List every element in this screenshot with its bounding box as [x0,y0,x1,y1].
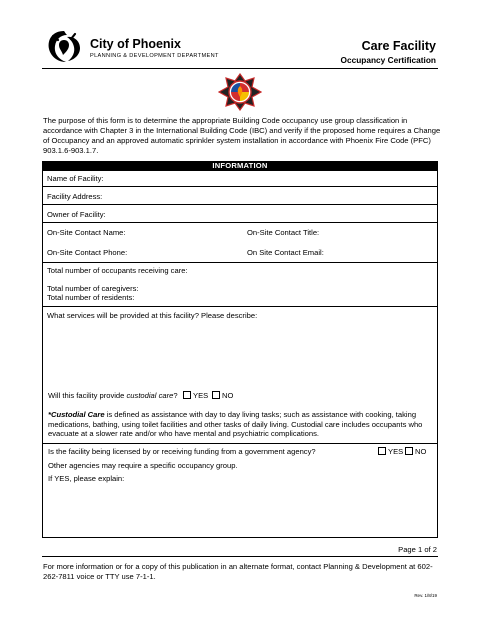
revision-date: Rev. 1/8/19 [414,593,437,598]
licensing-yes-label: YES [388,447,404,456]
caregivers-label: Total number of caregivers: [47,284,139,293]
form-section-header: INFORMATION [42,161,438,171]
document-subtitle: Occupancy Certification [340,55,436,65]
occupants-receiving-care-label: Total number of occupants receiving care: [47,266,188,275]
header-divider [42,68,438,69]
row-divider [42,222,438,223]
licensing-no-checkbox[interactable] [405,447,413,455]
row-divider [42,443,438,444]
row-divider [42,204,438,205]
row-divider [42,262,438,263]
phoenix-bird-logo-icon [44,28,84,64]
other-agencies-note: Other agencies may require a specific occupancy group. [48,461,238,470]
custodial-no-checkbox[interactable] [212,391,220,399]
custodial-care-definition: *Custodial Care is defined as assistance with day to day living tasks; such as assistance with cooking, taking medications, bathing, using toilet facilities and other tasks of daily living. Custodial care includes occupants who evacuate at a slower rate and/or who have mental and psychiatric complications. [48,410,423,439]
footer-contact-info: For more information or for a copy of this publication in an alternate format, contact Planning & Development at 602-262-7811 voice or TTY use 7-1-1. [43,562,433,581]
fire-department-seal-icon [218,73,262,111]
custodial-yes-label: YES [193,391,209,400]
facility-owner-label: Owner of Facility: [47,210,106,219]
footer-divider [42,556,438,557]
services-description-label: What services will be provided at this facility? Please describe: [47,311,258,320]
org-department: PLANNING & DEVELOPMENT DEPARTMENT [90,53,219,59]
page-number: Page 1 of 2 [398,545,437,554]
licensing-no-label: NO [415,447,427,456]
licensing-yes-checkbox[interactable] [378,447,386,455]
custodial-yes-checkbox[interactable] [183,391,191,399]
custodial-care-question: Will this facility provide custodial care? [48,391,178,400]
onsite-contact-phone-label: On-Site Contact Phone: [47,248,128,257]
residents-label: Total number of residents: [47,293,135,302]
onsite-contact-name-label: On-Site Contact Name: [47,228,126,237]
row-divider [42,186,438,187]
licensing-question: Is the facility being licensed by or receiving funding from a government agency? [48,447,316,456]
facility-address-label: Facility Address: [47,192,103,201]
custodial-no-label: NO [222,391,234,400]
document-title: Care Facility [361,39,436,53]
org-name: City of Phoenix [90,37,181,51]
onsite-contact-title-label: On-Site Contact Title: [247,228,320,237]
facility-name-label: Name of Facility: [47,174,104,183]
row-divider [42,306,438,307]
onsite-contact-email-label: On Site Contact Email: [247,248,324,257]
intro-paragraph: The purpose of this form is to determine the appropriate Building Code occupancy use group classification in accordance with Chapter 3 in the International Building Code (IBC) and verify if the proposed home requires a Change of Occupancy and an approved automatic sprinkler system installation in accordance with Phoenix Fire Code (PFC) 903.1.6-903.1.7. [43,116,441,155]
if-yes-explain-label: If YES, please explain: [48,474,125,483]
